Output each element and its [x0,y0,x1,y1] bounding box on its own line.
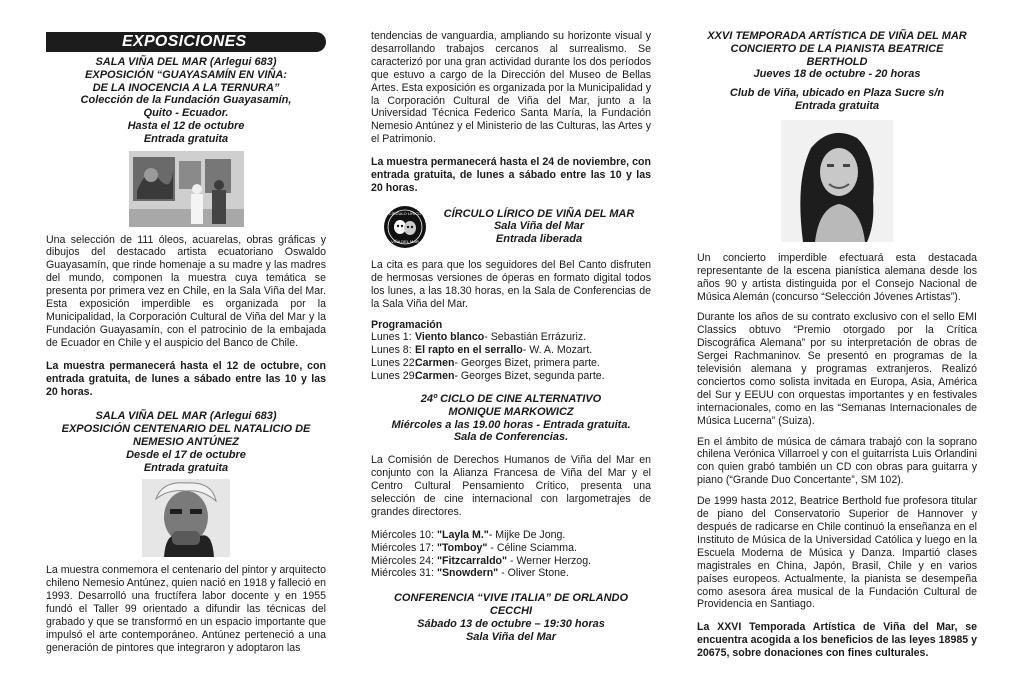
circulo-lirico-heading: CÍRCULO LÍRICO DE VIÑA DEL MAR Sala Viña del Mar Entrada liberada [443,207,635,246]
program-item: Lunes 29: Carmen - Georges Bizet, segunda parte. [371,370,605,383]
concert-venue: Club de Viña, ubicado en Plaza Sucre s/n Entrada gratuita [729,87,945,112]
programacion-title: Programación [371,318,443,331]
column-right [697,30,977,660]
exhibition-2-body: La muestra conmemora el centenario del pintor y arquitecto chileno Nemesio Antúnez, quien nació en 1918 y falleció en 1993. Desarrolló una fructífera labor docente y en 1955 fundó el Taller 99 orientado a difundir las técnicas del grabado y que se transformó en un espacio importante que impulsó el arte contemporáneo. Antúnez perteneció a una generación de pintores que integraron y adoptaron las [46,564,326,654]
logo-bottom-text: VIÑA DEL MAR [391,238,419,244]
concert-paragraph-2: Durante los años de su contrato exclusivo con el sello EMI Classics obtuvo “Premio otorgado por la Crítica Discográfica Alemana” por su interpretación de obras de Sergei Rachmaninov. Se presentó en programas de la televisión alemana y programas extranjeros. Realizó conciertos como solista invitada en Europa, Asia, América del Sur y EEUU con orquestas importantes y en festivales internacionales, como en las “Semanas Internacionales de Música Lucerna” (Suiza). [697,311,977,427]
exhibition-1-body: Una selección de 111 óleos, acuarelas, obras gráficas y dibujos del destacado artista ecuatoriano Oswaldo Guayasamín, que rinde homenaje a su madre y las madres del mundo, componen la muestra cuya temática se presenta por primera vez en Chile, en la Sala Viña del Mar. Esta exposición imperdible es organizada por la Municipalidad, la Corporación Cultural de Viña del Mar y la Fundación Guayasamín, con el patrocinio de la embajada de Ecuador en Chile y el auspicio del Banco de Chile. [46,233,326,349]
film-item: Miércoles 24: "Fitzcarraldo" - Werner Herzog. [371,554,592,567]
section-banner: EXPOSICIONES [46,32,326,52]
column-left [46,32,326,655]
cine-heading: 24º CICLO DE CINE ALTERNATIVO MONIQUE MARKOWICZ Miércoles a las 19.00 horas - Entrada gratuita. Sala de Conferencias. [391,393,631,444]
exhibition-2-dates: La muestra permanecerá hasta el 24 de noviembre, con entrada gratuita, de lunes a sábado entre las 10 y las 20 horas. [371,156,651,194]
column-middle [371,30,651,644]
concert-paragraph-1: Un concierto imperdible efectuará esta destacada representante de la escena pianística alemana desde los años 90 y artista distinguida por el Consejo Nacional de Música Alemán (concurso “Selección Jóvenes Artistas”). [697,251,977,303]
concert-paragraph-3: En el ámbito de música de cámara trabajó con la soprano chilena Verónica Villarroel y con el guitarrista Luis Orlandini con quien grabó también un CD con obras para guitarra y piano (“Grande Duo Concertante”, SM 102). [697,435,977,487]
film-item: Miércoles 17: "Tomboy" - Céline Sciamma. [371,541,577,554]
concert-note: La XXVI Temporada Artística de Viña del Mar, se encuentra acogida a los beneficios de las leyes 18985 y 20675, sobre donaciones con fines culturales. [697,621,977,660]
concert-heading: XXVI TEMPORADA ARTÍSTICA DE VIÑA DEL MAR CONCIERTO DE LA PIANISTA BEATRICE BERTHOLD Jueves 18 de octubre - 20 horas [707,30,967,81]
film-item: Miércoles 31: "Snowdern" - Oliver Stone. [371,567,569,580]
film-item: Miércoles 10: "Layla M."- Mijke De Jong. [371,528,566,541]
concert-paragraph-4: De 1999 hasta 2012, Beatrice Berthold fue profesora titular de piano del Conservatorio Superior de Hannover y después de radicarse en Chile continuó la enseñanza en el Instituto de Música de la Universidad Católica y luego en la Escuela Moderna de Música y Danza. Impartió clases magistrales en China, Japón, Brasil, Chile y en varios países europeos. Actualmente, la pianista se desempeña como asesora área musical de la Fundación Cultural de Providencia en Santiago. [697,495,977,611]
logo-top-text: CÍRCULO LÍRICO [388,210,422,216]
exhibition-1-dates: La muestra permanecerá hasta el 12 de octubre, con entrada gratuita, de lunes a sábado entre las 10 y las 20 horas. [46,359,326,398]
program-item: Lunes 22: Carmen - Georges Bizet, primera parte. [371,357,600,370]
exhibition-2-continued: tendencias de vanguardia, ampliando su horizonte visual y desarrollando trabajos cercanos al surrealismo. Se caracterizó por una gran actividad durante los dos períodos que estuvo a cargo de la Dirección del Museo de Bellas Artes. Esta exposición es organizada por la Municipalidad y la Corporación Cultural de Viña del Mar, junto a la Universidad Técnica Federico Santa María, la Fundación Nemesio Antúnez y el Ministerio de las Culturas, las Artes y el Patrimonio. [371,30,651,146]
circulo-lirico-body: La cita es para que los seguidores del Bel Canto disfruten de hermosas versiones de óperas en formato digital todos los lunes, a las 18.30 horas, en la Sala de Conferencias de la Sala Viña del Mar. [371,258,651,310]
portrait-photo-berthold [781,120,893,242]
circulo-lirico-header [371,205,651,249]
program-item: Lunes 1: Viento blanco - Sebastián Errázuriz. [371,331,587,344]
exhibition-photo [129,151,244,227]
conferencia-heading: CONFERENCIA “VIVE ITALIA” DE ORLANDO CECCHI Sábado 13 de octubre – 19:30 horas Sala Viña del Mar [393,592,629,643]
exhibition-2-heading: SALA VIÑA DEL MAR (Arlegui 683) EXPOSICIÓN CENTENARIO DEL NATALICIO DE NEMESIO ANTÚNEZ Desde el 17 de octubre Entrada gratuita [61,410,311,474]
portrait-photo-antunez [142,479,230,557]
exhibition-1-heading: SALA VIÑA DEL MAR (Arlegui 683) EXPOSICIÓN “GUAYASAMÍN EN VIÑA: DE LA INOCENCIA A LA TERNURA” Colección de la Fundación Guayasamín, Quito - Ecuador. Hasta el 12 de octubre Entrada gratuita [80,56,292,145]
program-item: Lunes 8: El rapto en el serrallo - W. A. Mozart. [371,344,593,357]
cine-body: La Comisión de Derechos Humanos de Viña del Mar en conjunto con la Alianza Francesa de Viña del Mar y el Centro Cultural Pensamiento Crítico, presenta una selección de cine internacional con largometrajes de grandes directores. [371,454,651,518]
circulo-lirico-logo [383,205,427,249]
